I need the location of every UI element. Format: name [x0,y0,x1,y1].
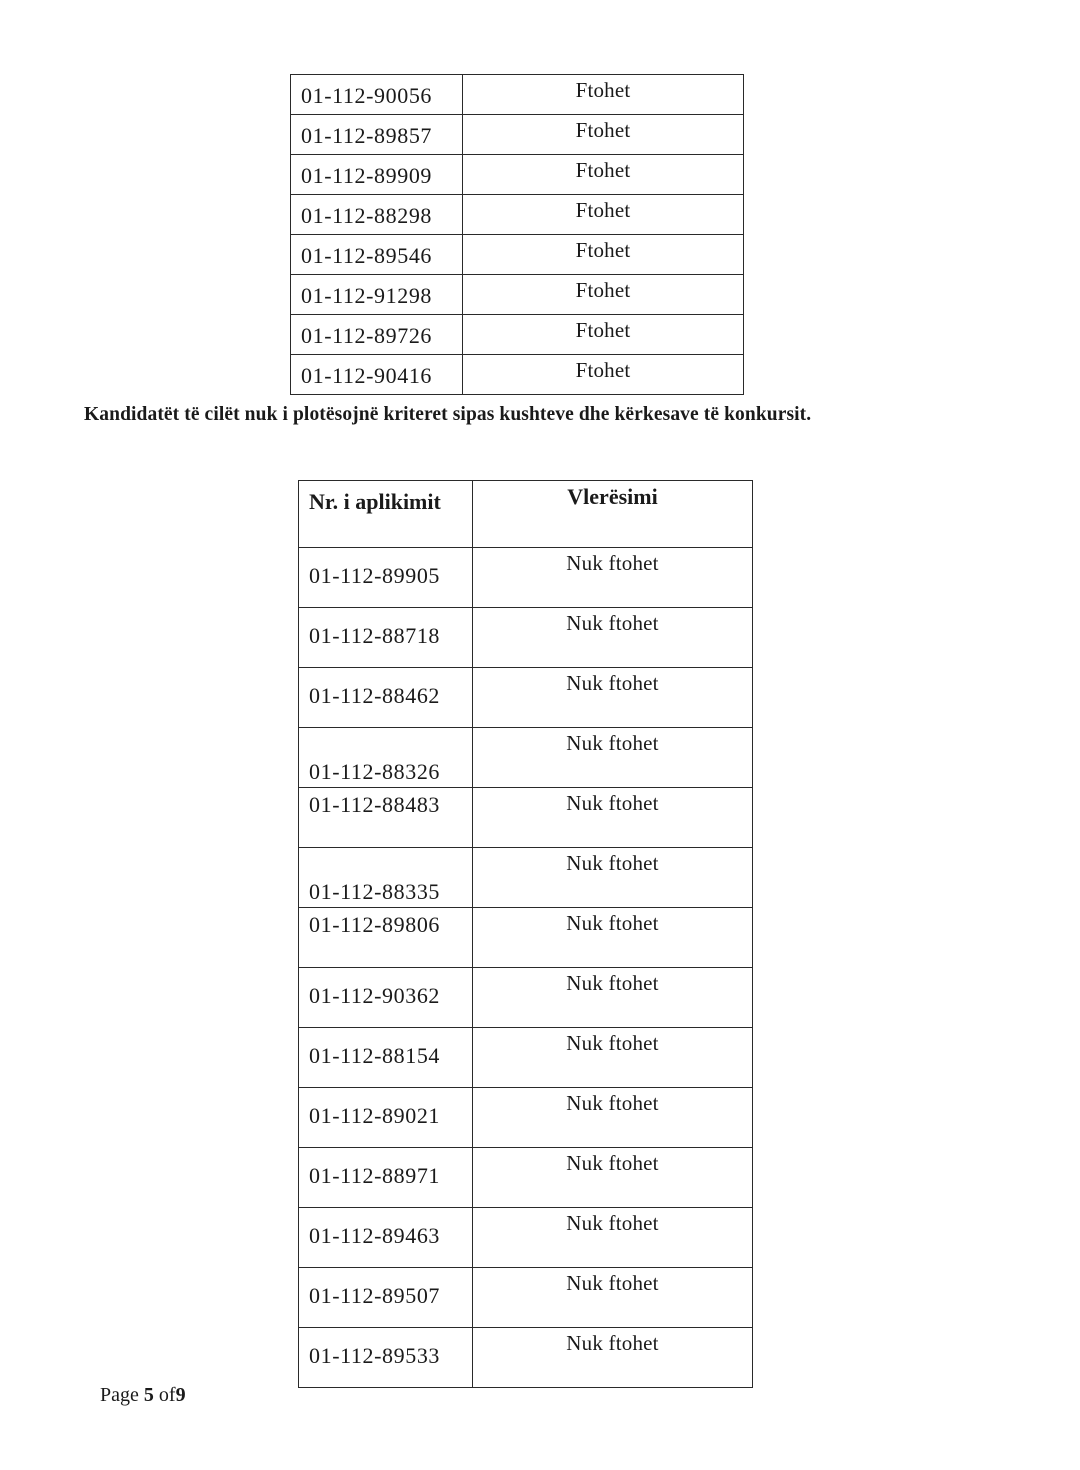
evaluation-result: Nuk ftohet [473,1148,753,1208]
table-row [291,195,744,235]
application-number: 01-112-89806 [299,908,473,968]
table-row [299,1268,753,1328]
table-row [299,608,753,668]
evaluation-result: Ftohet [463,195,744,235]
section-heading: Kandidatët të cilët nuk i plotësojnë kriteret sipas kushteve dhe kërkesave të konkursit. [84,404,812,425]
evaluation-result: Nuk ftohet [473,668,753,728]
application-number: 01-112-89909 [291,155,463,195]
evaluation-result: Ftohet [463,75,744,115]
page-label: Page [100,1384,139,1406]
page-number [100,1384,186,1407]
table-row [299,548,753,608]
page-total: 9 [175,1384,186,1406]
table-row [291,275,744,315]
application-number: 01-112-88718 [299,608,473,668]
application-number: 01-112-88298 [291,195,463,235]
table-row [291,235,744,275]
column-header-evaluation: Vlerësimi [473,481,753,548]
application-number: 01-112-88971 [299,1148,473,1208]
table-row [299,1148,753,1208]
application-number: 01-112-88483 [299,788,473,848]
table-row [291,75,744,115]
application-number: 01-112-89546 [291,235,463,275]
application-number: 01-112-89905 [299,548,473,608]
evaluation-result: Nuk ftohet [473,788,753,848]
application-number: 01-112-89021 [299,1088,473,1148]
table-row [299,1208,753,1268]
table-row [291,315,744,355]
evaluation-result: Nuk ftohet [473,1028,753,1088]
application-number: 01-112-89857 [291,115,463,155]
evaluation-result: Nuk ftohet [473,968,753,1028]
table-row [299,1328,753,1388]
application-number: 01-112-90416 [291,355,463,395]
evaluation-result: Nuk ftohet [473,1328,753,1388]
application-number: 01-112-89507 [299,1268,473,1328]
evaluation-result: Ftohet [463,235,744,275]
table-row [299,788,753,848]
column-header-application-number: Nr. i aplikimit [299,481,473,548]
table-row [299,1088,753,1148]
evaluation-result: Nuk ftohet [473,548,753,608]
table-row [299,848,753,908]
application-number: 01-112-89726 [291,315,463,355]
table-row [299,1028,753,1088]
application-number: 01-112-90056 [291,75,463,115]
evaluation-result: Ftohet [463,275,744,315]
table-row [291,115,744,155]
evaluation-result: Ftohet [463,115,744,155]
page-current: 5 [143,1384,154,1406]
evaluation-result: Nuk ftohet [473,908,753,968]
application-number: 01-112-89463 [299,1208,473,1268]
invited-candidates-table [290,74,744,395]
evaluation-result: Nuk ftohet [473,848,753,908]
application-number: 01-112-91298 [291,275,463,315]
application-number: 01-112-88154 [299,1028,473,1088]
evaluation-result: Nuk ftohet [473,1088,753,1148]
table-row [299,668,753,728]
application-number: 01-112-88326 [299,728,473,788]
table-row [299,968,753,1028]
application-number: 01-112-88462 [299,668,473,728]
table-row [291,155,744,195]
application-number: 01-112-90362 [299,968,473,1028]
evaluation-result: Ftohet [463,315,744,355]
application-number: 01-112-88335 [299,848,473,908]
evaluation-result: Nuk ftohet [473,608,753,668]
table-row [299,728,753,788]
page-of: of [158,1384,176,1406]
table-row [291,355,744,395]
application-number: 01-112-89533 [299,1328,473,1388]
table-header-row [299,481,753,548]
table-row [299,908,753,968]
evaluation-result: Ftohet [463,155,744,195]
evaluation-result: Nuk ftohet [473,1208,753,1268]
evaluation-result: Nuk ftohet [473,728,753,788]
not-invited-candidates-table [298,480,753,1388]
evaluation-result: Ftohet [463,355,744,395]
evaluation-result: Nuk ftohet [473,1268,753,1328]
